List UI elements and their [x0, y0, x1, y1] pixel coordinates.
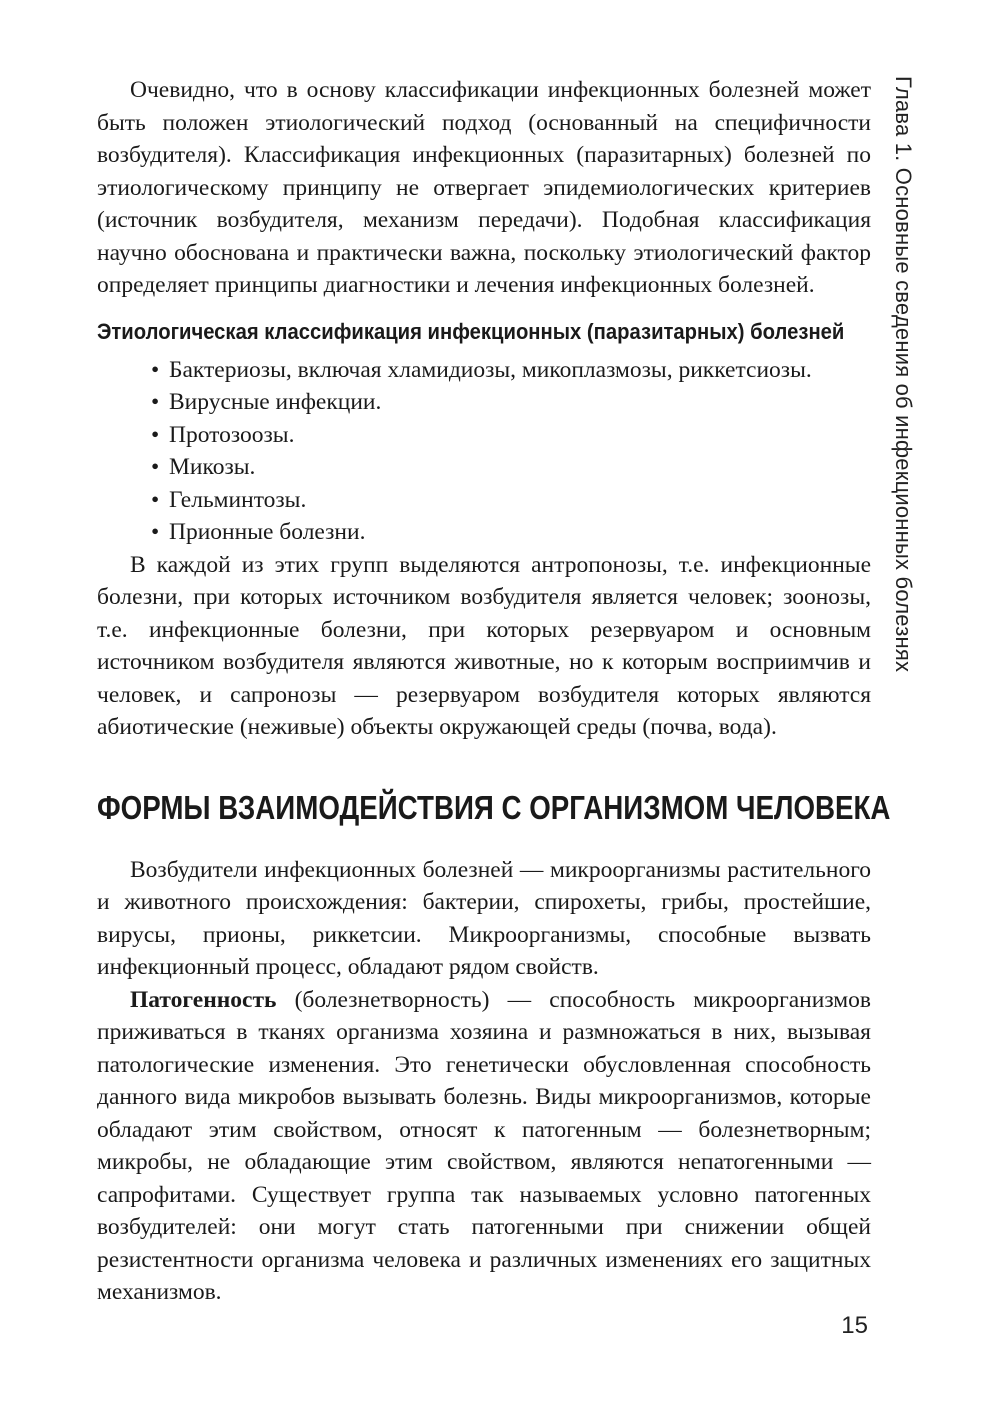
page-number: 15: [841, 1312, 868, 1339]
pathogenicity-text: (болезнетворность) — способность микроорганизмов приживаться в тканях организма хозяина и размножаться в них, вызывая патологические изменения. Это генетически обусловленная способность данного вида микробов вызывать болезнь. Виды микроорганизмов, которые обладают этим свойством, относят к патогенным — болезнетворным; микробы, не обладающие этим свойством, являются непатогенными — сапрофитами. Существует группа так называемых условно патогенных возбудителей: они могут стать патогенными при снижении общей резистентности организма человека и различных изменениях его защитных механизмов.: [97, 986, 871, 1305]
list-item: • Вирусные инфекции.: [151, 386, 871, 419]
subheading: Этиологическая классификация инфекционных (паразитарных) болезней: [97, 318, 845, 344]
list-item: • Прионные болезни.: [151, 516, 871, 549]
list-item: • Гельминтозы.: [151, 484, 871, 517]
list-item: • Бактериозы, включая хламидиозы, микоплазмозы, риккетсиозы.: [151, 354, 871, 387]
running-head: Глава 1. Основные сведения об инфекционных болезнях: [891, 76, 916, 673]
term-pathogenicity: Патогенность: [130, 986, 277, 1013]
page-body: [97, 74, 891, 1309]
list-item: • Микозы.: [151, 451, 871, 484]
list-item: • Протозоозы.: [151, 419, 871, 452]
section-title: ФОРМЫ ВЗАИМОДЕЙСТВИЯ С ОРГАНИЗМОМ ЧЕЛОВЕКА: [97, 788, 891, 826]
pathogens-paragraph: Возбудители инфекционных болезней — микроорганизмы растительного и животного происхождения: бактерии, спирохеты, грибы, простейшие, вирусы, прионы, риккетсии. Микроорганизмы, способные вызвать инфекционный процесс, обладают рядом свойств.: [97, 856, 871, 980]
intro-paragraph: Очевидно, что в основу классификации инфекционных болезней может быть положен этиологический подход (основанный на специфичности возбудителя). Классификация инфекционных (паразитарных) болезней по этиологическому принципу не отвергает эпидемиологических критериев (источник возбудителя, механизм передачи). Подобная классификация научно обоснована и практически важна, поскольку этиологический фактор определяет принципы диагностики и лечения инфекционных болезней.: [97, 77, 871, 298]
classification-list: [97, 354, 871, 549]
groups-paragraph: В каждой из этих групп выделяются антропонозы, т.е. инфекционные болезни, при которых источником возбудителя является человек; зоонозы, т.е. инфекционные болезни, при которых резервуаром и основным источником возбудителя являются животные, но к которым восприимчив и человек, и сапронозы — резервуаром возбудителя которых являются абиотические (неживые) объекты окружающей среды (почва, вода).: [97, 551, 871, 740]
pathogenicity-paragraph: [97, 984, 871, 1309]
